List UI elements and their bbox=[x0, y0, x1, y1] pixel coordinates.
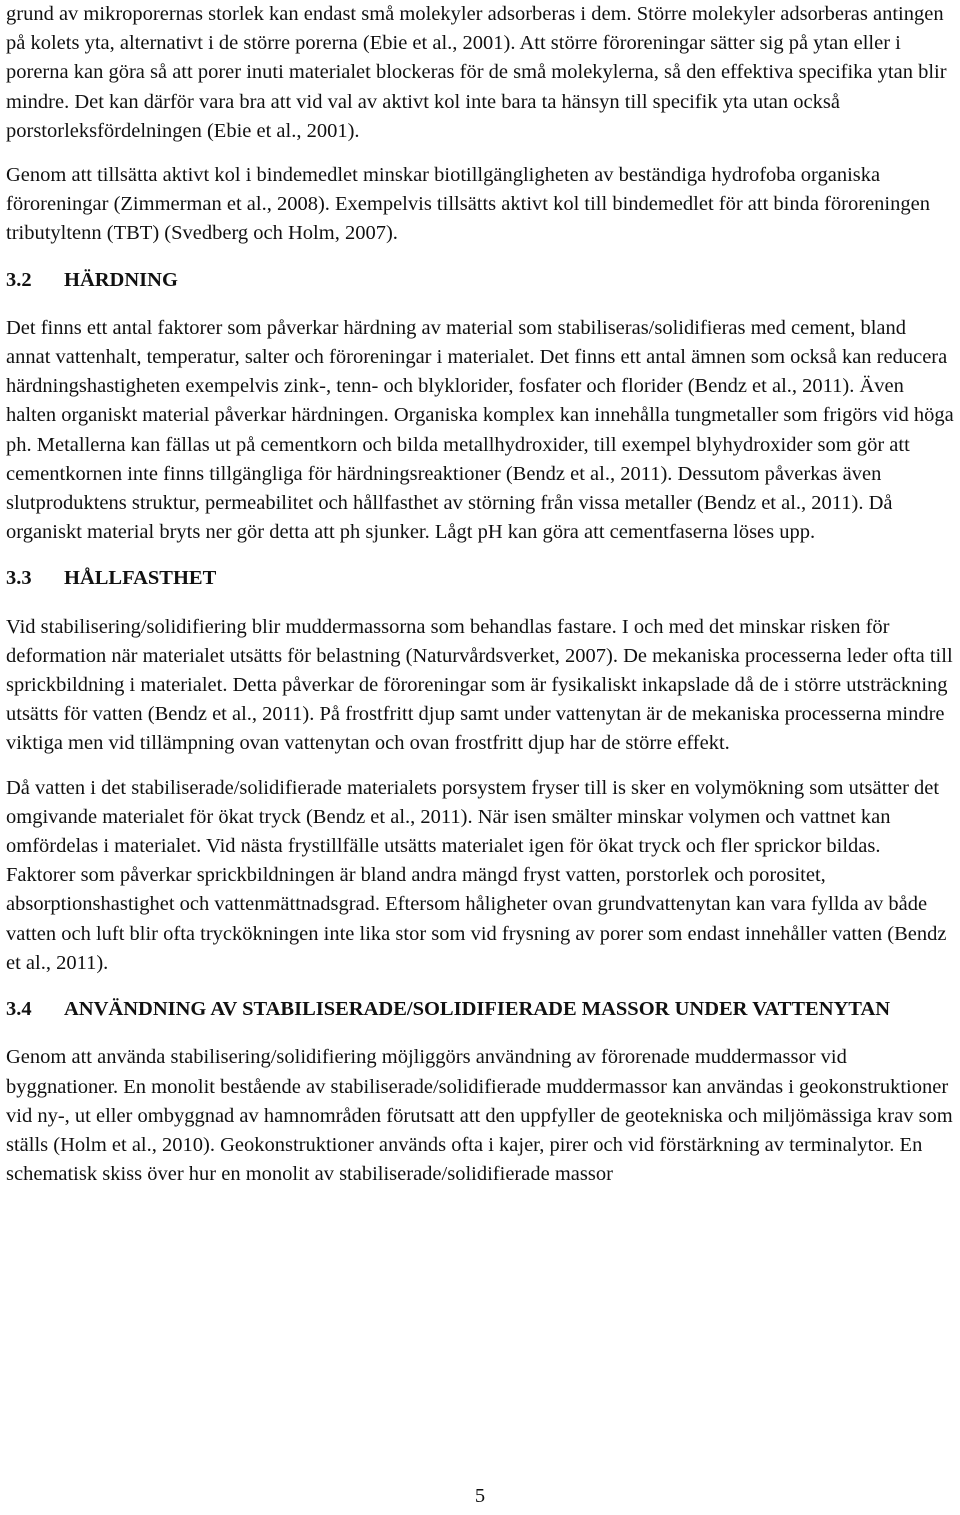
paragraph-strength: Vid stabilisering/solidifiering blir muddermassorna som behandlas fastare. I och med det minskar risken för deformation när materialet utsätts för belastning (Naturvårdsverket, 2007). De mekaniska processerna leder ofta till sprickbildning i materialet. Detta påverkar de föroreningar som är fysikaliskt inkapslade då de i större utsträckning utsätts för vatten (Bendz et al., 2011). På frostfritt djup samt under vattenytan är de mekaniska processerna mindre viktiga men vid tillämpning ovan vattenytan och ovan frostfritt djup har de större effekt. bbox=[6, 615, 953, 755]
paragraph-freezing: Då vatten i det stabiliserade/solidifierade materialets porsystem fryser till is sker en volymökning som utsätter det omgivande materialet för ökat tryck (Bendz et al., 2011). När isen smälter minskar volymen och vattnet kan omfördelas i materialet. Vid nästa frystillfälle utsätts materialet igen för ökat tryck och fler sprickor bildas. Faktorer som påverkar sprickbildningen är bland andra mängd fryst vatten, porstorlek och porositet, absorptionshastighet och vattenmättnadsgrad. Eftersom håligheter ovan grundvattenytan kan vara fyllda av både vatten och luft blir ofta tryckökningen inte lika stor som vid frysning av porer som endast innehåller vatten (Bendz et al., 2011). bbox=[6, 776, 947, 974]
section-title: HÄRDNING bbox=[64, 268, 178, 291]
section-heading-3-2 bbox=[6, 266, 954, 295]
section-heading-3-3 bbox=[6, 564, 954, 593]
paragraph-usage: Genom att använda stabilisering/solidifiering möjliggörs användning av förorenade muddermassor vid byggnationer. En monolit bestående av stabiliserade/solidifierade muddermassor kan användas i geokonstruktioner vid ny-, ut eller ombyggnad av hamnområden förutsatt att den uppfyller de geotekniska och miljömässiga krav som ställs (Holm et al., 2010). Geokonstruktioner används ofta i kajer, pirer och vid förstärkning av terminalytor. En schematisk skiss över hur en monolit av stabiliserade/solidifierade massor bbox=[6, 1046, 953, 1186]
section-number: 3.3 bbox=[6, 567, 32, 590]
section-number: 3.4 bbox=[6, 998, 32, 1021]
page-number: 5 bbox=[474, 1485, 486, 1507]
paragraph-activated-carbon: Genom att tillsätta aktivt kol i bindemedlet minskar biotillgängligheten av beständiga hydrofoba organiska föroreningar (Zimmerman et al., 2008). Exempelvis tillsätts aktivt kol till bindemedlet för att binda föroreningen tributyltenn (TBT) (Svedberg och Holm, 2007). bbox=[6, 164, 930, 245]
section-title: ANVÄNDNING AV STABILISERADE/SOLIDIFIERADE MASSOR UNDER VATTENYTAN bbox=[64, 998, 891, 1021]
paragraph-hardening: Det finns ett antal faktorer som påverkar härdning av material som stabiliseras/solidifieras med cement, bland annat vattenhalt, temperatur, salter och föroreningar i materialet. Det finns ett antal ämnen som också kan reducera härdningshastigheten exempelvis zink-, tenn- och blyklorider, fosfater och florider (Bendz et al., 2011). Även halten organiskt material påverkar härdningen. Organiska komplex kan innehålla tungmetaller som frigörs vid höga ph. Metallerna kan fällas ut på cementkorn och bilda metallhydroxider, till exempel blyhydroxider som gör att cementkornen inte finns tillgängliga för härdningsreaktioner (Bendz et al., 2011). Dessutom påverkas även slutproduktens struktur, permeabilitet och hållfasthet av störning från vissa metaller (Bendz et al., 2011). Då organiskt material bryts ner gör detta att ph sjunker. Lågt pH kan göra att cementfaserna löses upp. bbox=[6, 316, 954, 544]
section-title: HÅLLFASTHET bbox=[64, 567, 217, 590]
paragraph-adsorption: grund av mikroporernas storlek kan endast små molekyler adsorberas i dem. Större molekyler adsorberas antingen på kolets yta, alternativt i de större porerna (Ebie et al., 2001). Att större föroreningar sätter sig på ytan eller i porerna kan göra så att porer inuti materialet blockeras för de små molekylerna, så den effektiva specifika ytan blir mindre. Det kan därför vara bra att vid val av aktivt kol inte bara ta hänsyn till specifik yta utan också porstorleksfördelningen (Ebie et al., 2001). bbox=[6, 3, 947, 142]
section-heading-3-4 bbox=[6, 995, 954, 1024]
section-number: 3.2 bbox=[6, 268, 32, 291]
document-page bbox=[6, 0, 954, 1189]
